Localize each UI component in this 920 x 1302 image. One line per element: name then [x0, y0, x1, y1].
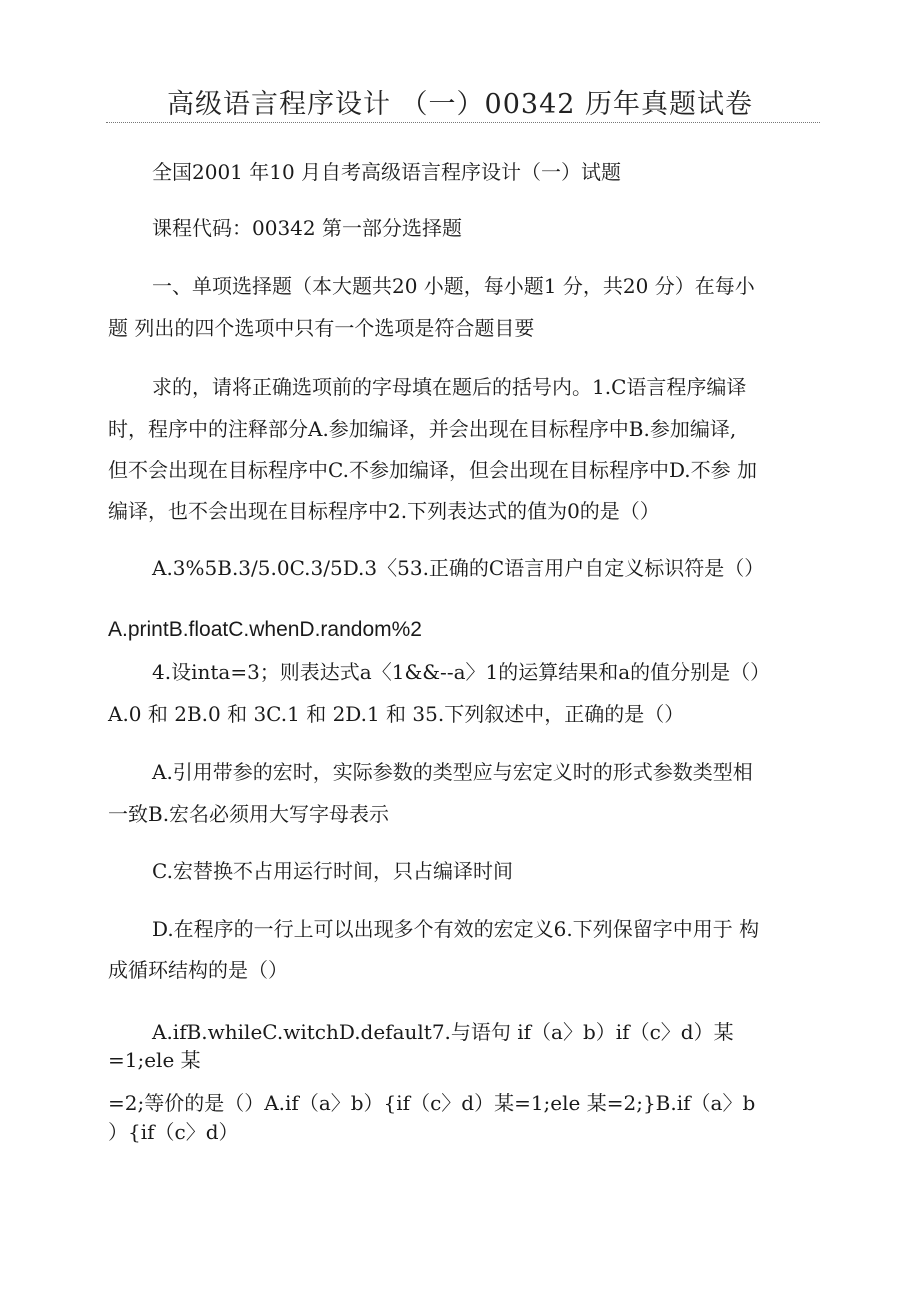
section-instruction-line-2: 题 列出的四个选项中只有一个选项是符合题目要	[108, 316, 535, 340]
question-text-line: 求的，请将正确选项前的字母填在题后的括号内。1.C语言程序编译	[152, 375, 747, 399]
document-title: 高级语言程序设计 （一）00342 历年真题试卷	[166, 89, 754, 120]
question-text-line: =1;ele 某	[108, 1048, 201, 1072]
title-divider	[106, 122, 820, 123]
exam-heading: 全国2001 年10 月自考高级语言程序设计（一）试题	[152, 160, 622, 184]
question-text-line: 但不会出现在目标程序中C.不参加编译，但会出现在目标程序中D.不参 加	[108, 458, 757, 482]
question-text-line: A.引用带参的宏时，实际参数的类型应与宏定义时的形式参数类型相	[152, 760, 753, 784]
question-text-line: 时，程序中的注释部分A.参加编译，并会出现在目标程序中B.参加编译,	[108, 417, 737, 441]
question-text-line: D.在程序的一行上可以出现多个有效的宏定义6.下列保留字中用于 构	[152, 917, 760, 941]
question-text-line: A.ifB.whileC.witchD.default7.与语句 if（a〉b）if（c〉d）某	[152, 1020, 734, 1044]
section-instruction-line-1: 一、单项选择题（本大题共20 小题，每小题1 分，共20 分）在每小	[152, 274, 755, 298]
question-text-line: ）{if（c〉d）	[108, 1120, 239, 1144]
question-text-line: 成循环结构的是（）	[108, 958, 288, 982]
course-code-line: 课程代码：00342 第一部分选择题	[152, 216, 462, 240]
question-text-line: =2;等价的是（）A.if（a〉b）{if（c〉d）某=1;ele 某=2;}B.if（a〉b	[108, 1091, 756, 1115]
question-text-line: 4.设inta=3；则表达式a〈1&&--a〉1的运算结果和a的值分别是（）	[152, 660, 771, 684]
question-3-options: A.printB.floatC.whenD.random%2	[108, 618, 422, 641]
question-text-line: 一致B.宏名必须用大写字母表示	[108, 802, 390, 826]
question-text-line: A.3%5B.3/5.0C.3/5D.3〈53.正确的C语言用户自定义标识符是（）	[152, 556, 765, 580]
question-text-line: A.0 和 2B.0 和 3C.1 和 2D.1 和 35.下列叙述中，正确的是（）	[108, 702, 685, 726]
question-text-line: 编译，也不会出现在目标程序中2.下列表达式的值为0的是（）	[108, 499, 660, 523]
question-text-line: C.宏替换不占用运行时间，只占编译时间	[152, 859, 513, 883]
